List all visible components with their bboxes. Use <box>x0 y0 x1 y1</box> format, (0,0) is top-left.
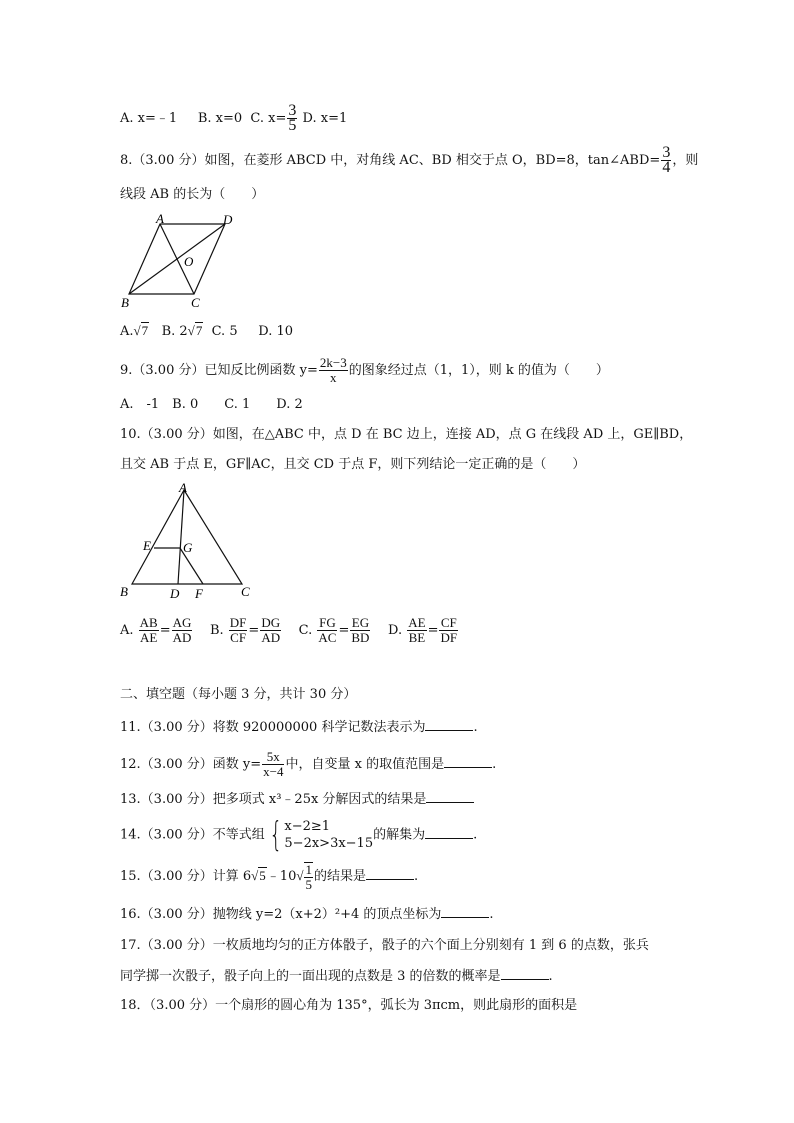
answer-blank[interactable] <box>366 867 414 880</box>
q9-stem: 9.（3.00 分）已知反比例函数 y= $\frac{2k-3}{x}$ 的图象经过点（1，1），则 k 的值为（ ） <box>120 355 609 385</box>
q7-options <box>120 104 347 133</box>
label-f: F <box>195 586 203 600</box>
q7-option-d: D. x=1 <box>302 111 348 126</box>
q11: 11.（3.00 分）将数 920000000 科学记数法表示为 . <box>120 720 478 735</box>
label-b: B <box>120 584 128 599</box>
q10-options <box>120 616 459 645</box>
q8-line1: 8.（3.00 分）如图，在菱形 ABCD 中，对角线 AC、BD 相交于点 O，BD=8，tan∠ABD= $\frac{3}{4}$ ，则 <box>120 144 699 176</box>
q7-option-b: B. x=0 <box>197 111 243 126</box>
q10-option-a: A. $\frac{AB}{AE}$ = $\frac{AG}{AD}$ <box>120 615 192 645</box>
q18: 18．（3.00 分）一个扇形的圆心角为 135°，弧长为 3πcm，则此扇形的面积是 <box>120 998 578 1013</box>
q8-options: A.√7 B. 2√7 C. 5 D. 10 <box>120 323 294 339</box>
label-d: D <box>170 586 180 600</box>
label-a: A <box>179 480 187 495</box>
label-b: B <box>121 295 129 310</box>
q13: 13.（3.00 分）把多项式 x³﹣25x 分解因式的结果是 <box>120 790 474 809</box>
label-g: G <box>183 540 193 555</box>
q8-line2: 线段 AB 的长为（ ） <box>120 187 265 202</box>
q15: 15.（3.00 分）计算 6√5﹣10√ $\frac{1}{5}$ 的结果是 . <box>120 862 419 892</box>
label-d: D <box>223 212 233 227</box>
answer-blank[interactable] <box>441 905 489 918</box>
label-a: A <box>156 212 164 226</box>
answer-blank[interactable] <box>501 967 549 980</box>
q16: 16.（3.00 分）抛物线 y=2（x+2）²+4 的顶点坐标为 . <box>120 907 494 922</box>
q10-line1: 10.（3.00 分）如图，在△ABC 中，点 D 在 BC 边上，连接 AD，点 G 在线段 AD 上，GE∥BD， <box>120 427 693 442</box>
answer-blank[interactable] <box>425 718 473 731</box>
answer-blank[interactable] <box>426 790 474 803</box>
diagonal-bd <box>129 224 225 294</box>
q10-line2: 且交 AB 于点 E，GF∥AC，且交 CD 于点 F，则下列结论一定正确的是（ ） <box>120 457 586 472</box>
answer-blank[interactable] <box>444 755 492 768</box>
q10-option-b: B. $\frac{DF}{CF}$ = $\frac{DG}{AD}$ <box>209 615 281 645</box>
section-heading: 二、填空题（每小题 3 分，共计 30 分） <box>120 687 357 702</box>
q9-options: A. -1 B. 0 C. 1 D. 2 <box>120 397 303 412</box>
q7-option-c: C. x= $\frac{3}{5}$ <box>250 102 297 134</box>
triangle-abc <box>132 490 242 584</box>
q14: 14.（3.00 分）不等式组 { x−2≥1 5−2x>3x−15 的解集为 . <box>120 815 478 855</box>
label-e: E <box>143 538 151 553</box>
q12: 12.（3.00 分）函数 y= $\frac{5x}{x-4}$ 中，自变量 x 的取值范围是 . <box>120 749 497 779</box>
q10-option-d: D. $\frac{AE}{BE}$ = $\frac{CF}{DF}$ <box>388 615 458 645</box>
q7-option-a: A. x=﹣1 <box>120 111 178 126</box>
label-o: O <box>184 254 194 269</box>
q8-rhombus-figure <box>115 212 250 312</box>
label-c: C <box>191 295 200 310</box>
label-c: C <box>241 584 250 599</box>
q17-line1: 17.（3.00 分）一枚质地均匀的正方体骰子，骰子的六个面上分别刻有 1 到 6 的点数，张兵 <box>120 938 649 953</box>
answer-blank[interactable] <box>425 826 473 839</box>
q10-option-c: C. $\frac{FG}{AC}$ = $\frac{EG}{BD}$ <box>298 615 370 645</box>
q17-line2: 同学掷一次骰子，骰子向上的一面出现的点数是 3 的倍数的概率是 . <box>120 969 553 984</box>
q10-triangle-figure <box>115 480 265 600</box>
segment-ad <box>178 490 184 584</box>
